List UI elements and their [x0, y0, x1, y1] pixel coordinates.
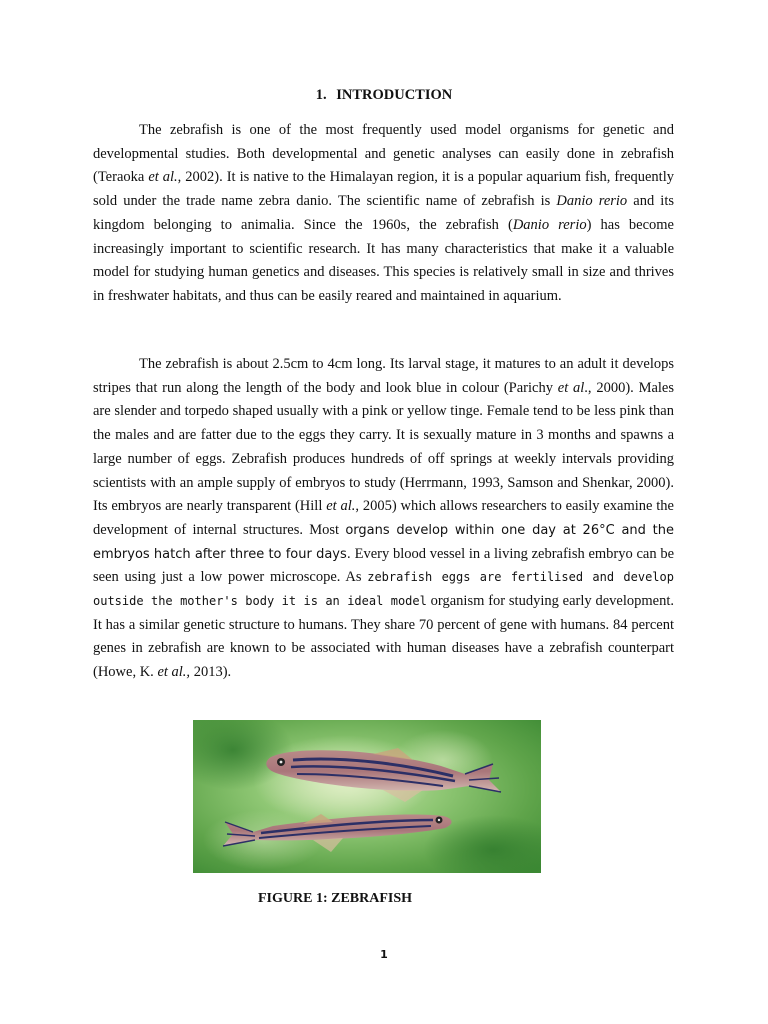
section-heading [0, 87, 768, 104]
scientific-name: Danio rerio [556, 193, 628, 210]
zebrafish-photo [193, 720, 541, 873]
page-number: 1 [380, 948, 388, 961]
scientific-name: Danio rerio [512, 216, 587, 233]
figure-caption: FIGURE 1: ZEBRAFISH [258, 891, 413, 906]
intro-paragraph-2: The zebrafish is about 2.5cm to 4cm long. Its larval stage, it matures to an adult it develops stripes that run along the length of the body and look blue in colour (Parichy et al., 2000). Males are slender and torpedo shaped usually with a pink or yellow tinge. Female tend to be less pink than the males and are fatter due to the eggs they carry. It is sexually mature in 3 months and spawns a large number of eggs. Zebrafish produces hundreds of off springs at weekly intervals providing scientists with an ample supply of embryos to study (Herrmann, 1993, Samson and Shenkar, 2000). Its embryos are nearly transparent (Hill et al., 2005) which allows researchers to easily examine the development of internal structures. Most organs develop within one day at 26°C and the embryos hatch after three to four days. Every blood vessel in a living zebrafish embryo can be seen using just a low power microscope. As zebrafish eggs are fertilised and develop outside the mother's body it is an ideal model organism for studying early development. It has a similar genetic structure to humans. They share 70 percent of gene with humans. 84 percent genes in zebrafish are known to be associated with human diseases have a zebrafish counterpart (Howe, K. et al., 2013). [93, 356, 675, 681]
section-number: 1. [315, 87, 327, 103]
section-title: INTRODUCTION [336, 87, 453, 103]
intro-paragraph-1: The zebrafish is one of the most frequently used model organisms for genetic and developmental studies. Both developmental and genetic analyses can easily done in zebrafish (Teraoka et al., 2002). It is native to the Himalayan region, it is a popular aquarium fish, frequently sold under the trade name zebra danio. The scientific name of zebrafish is Danio rerio and its kingdom belonging to animalia. Since the 1960s, the zebrafish (Danio rerio) has become increasingly important to scientific research. It has many characteristics that make it a valuable model for studying human genetics and diseases. This species is relatively small in size and thrives in freshwater habitats, and thus can be easily reared and maintained in aquarium. [93, 122, 675, 304]
